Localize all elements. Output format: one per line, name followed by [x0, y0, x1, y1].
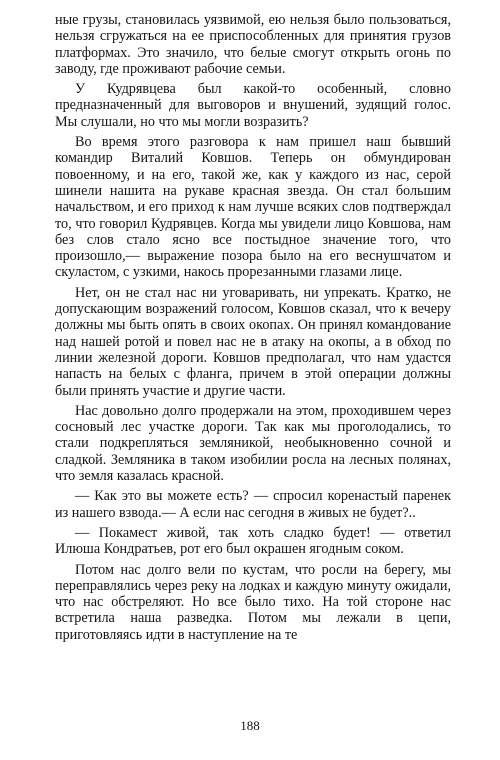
paragraph-dialogue-question: — Как это вы можете есть? — спросил коренастый паренек из нашего взвода.— А если нас сегодня в живых не будет?.. [55, 488, 451, 521]
paragraph-kovshov-arrives: Во время этого разговора к нам пришел наш бывший командир Виталий Ковшов. Теперь он обмундирован повоенному, и на его, такой же, как у каждого из нас, серой шинели нашита на рукаве красная звезда. Он стал большим начальством, и его приход к нам лучше всяких слов подтверждал то, что говорил Кудрявцев. Когда мы увидели лицо Ковшова, нам без слов стало ясно все постыдное значение того, что произошло,— выражение позора было на его веснушчатом и скуластом, с узкими, накось прорезанными глазами лице. [55, 134, 451, 281]
paragraph-kudryavtsev-voice: У Кудрявцева был какой-то особенный, словно предназначенный для выговоров и внушений, зудящий голос. Мы слушали, но что мы могли возразить? [55, 81, 451, 130]
paragraph-kovshov-orders: Нет, он не стал нас ни уговаривать, ни упрекать. Кратко, не допускающим возражений голосом, Ковшов сказал, что к вечеру должны мы быть опять в своих окопах. Он принял командование над нашей ротой и повел нас не в атаку на окопы, а в обход по линии железной дороги. Ковшов предполагал, что нам удастся напасть на белых с фланга, причем в этой операции должны были принять участие и другие части. [55, 284, 451, 399]
paragraph-dialogue-answer: — Покамест живой, так хоть сладко будет! — ответил Илюша Кондратьев, рот его был окрашен ягодным соком. [55, 524, 451, 558]
page-number: 188 [240, 718, 260, 733]
paragraph-continuation: ные грузы, становилась уязвимой, ею нельзя было пользоваться, нельзя сгружаться на ее приспособленных для принятия грузов платформах. Это значило, что белые смогут открыть огонь по заводу, где проживают рабочие семьи. [55, 12, 451, 77]
page-body [55, 12, 451, 647]
paragraph-strawberries: Нас довольно долго продержали на этом, проходившем через сосновый лес участке дороги. Так как мы проголодались, то стали подкрепляться земляникой, необыкновенно сочной и сладкой. Земляника в таком изобилии росла на лесных полянах, что земля казалась красной. [55, 402, 451, 485]
paragraph-river-crossing: Потом нас долго вели по кустам, что росли на берегу, мы переправлялись через реку на лодках и каждую минуту ожидали, что нас обстреляют. Но все было тихо. На той стороне нас встретила наша разведка. Потом мы лежали в цепи, приготовляясь идти в наступление на те [55, 561, 451, 643]
